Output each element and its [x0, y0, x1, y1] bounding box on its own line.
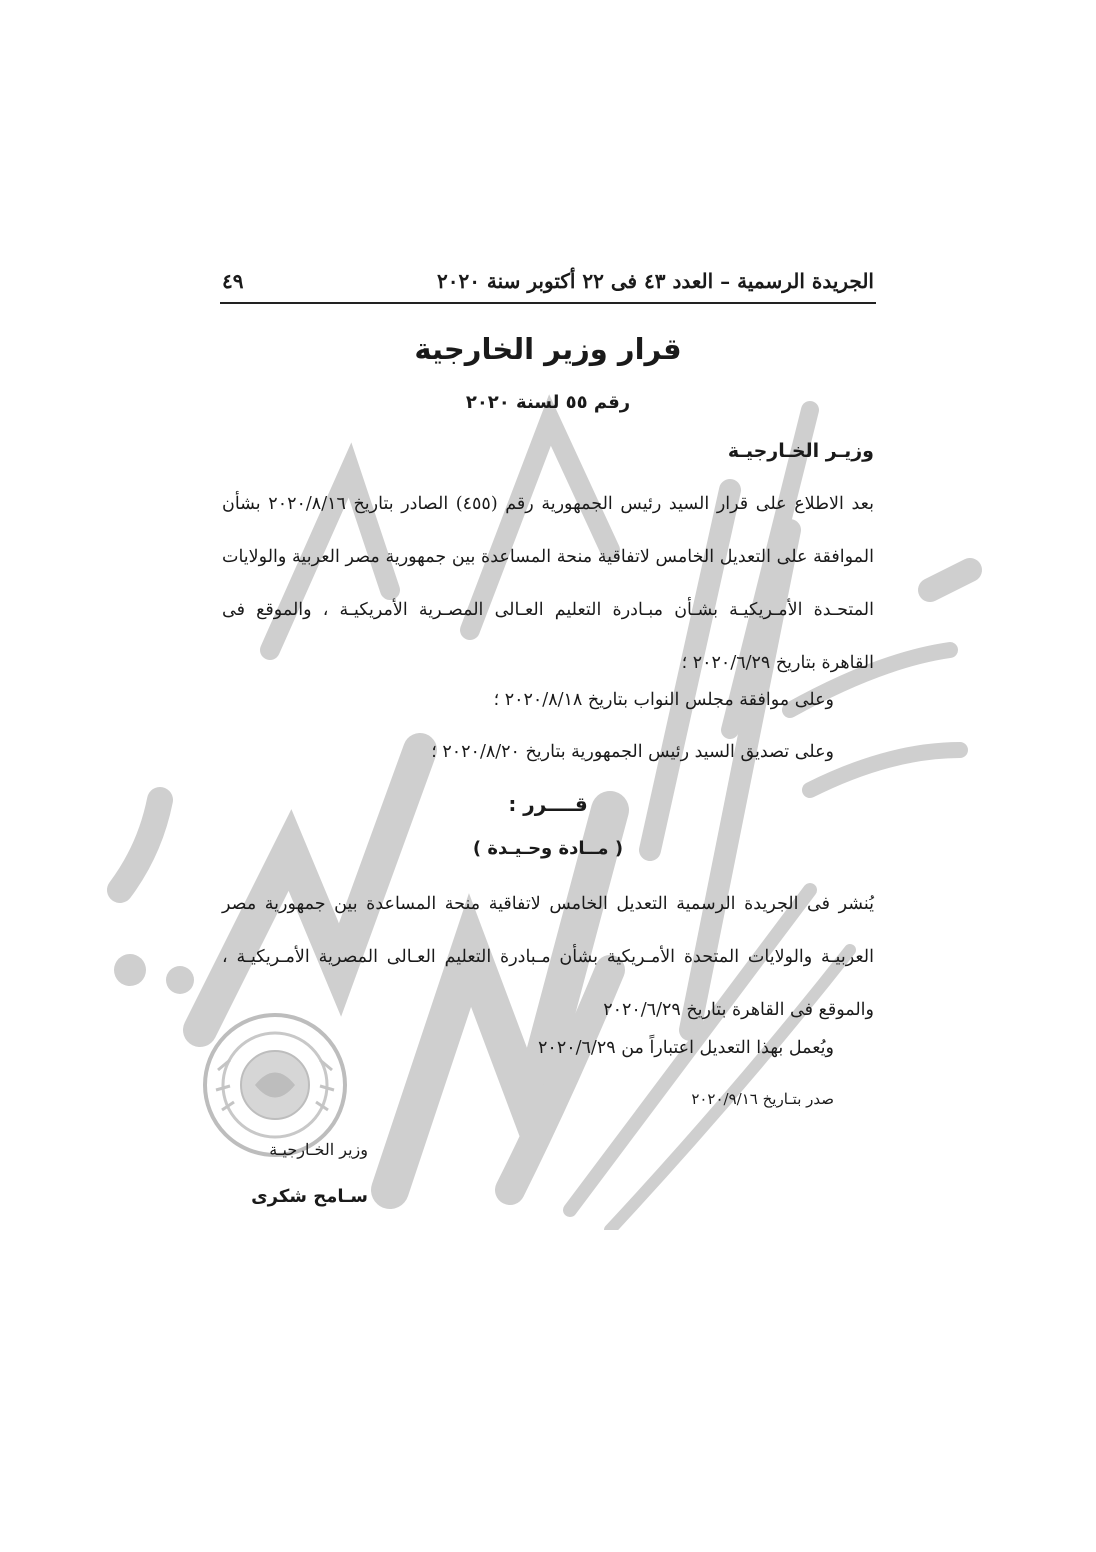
- gazette-issue-line: الجريدة الرسمية – العدد ٤٣ فى ٢٢ أكتوبر سنة ٢٠٢٠: [436, 269, 874, 293]
- decided-label: قــــرر :: [508, 792, 588, 816]
- ratification-line: وعلى تصديق السيد رئيس الجمهورية بتاريخ ٢٠٢٠/٨/٢٠ ؛: [431, 742, 834, 762]
- signatory-name: سـامح شكرى: [251, 1186, 368, 1207]
- article-paragraph: يُنشر فى الجريدة الرسمية التعديل الخامس لاتفاقية منحة المساعدة بين جمهورية مصر العربيـة والولايات المتحدة الأمـريكية بشأن مـبادرة التعليم العـالى المصرية الأمـريكيـة ، والموقع فى القاهرة بتاريخ ٢٠٢٠/٦/٢٩: [222, 894, 874, 1020]
- header-divider: [220, 302, 876, 304]
- issue-date-line: صدر بتـاريخ ٢٠٢٠/٩/١٦: [691, 1090, 834, 1108]
- decree-title: قرار وزير الخارجية: [414, 332, 682, 366]
- issuer-heading: وزيـر الخـارجيـة: [727, 440, 874, 462]
- article-label: ( مــادة وحـيـدة ): [472, 838, 624, 859]
- decree-number: رقم ٥٥ لسنة ٢٠٢٠: [465, 392, 631, 413]
- gazette-header: [222, 258, 874, 304]
- signatory-title: وزير الخـارجيـة: [269, 1140, 368, 1159]
- page-number: ٤٩: [222, 269, 244, 293]
- effective-date-line: ويُعمل بهذا التعديل اعتباراً من ٢٠٢٠/٦/٢٩: [538, 1038, 834, 1058]
- parliament-approval-line: وعلى موافقة مجلس النواب بتاريخ ٢٠٢٠/٨/١٨ ؛: [493, 690, 834, 710]
- preamble-paragraph: بعد الاطلاع على قرار السيد رئيس الجمهورية رقم (٤٥٥) الصادر بتاريخ ٢٠٢٠/٨/١٦ بشأن الموافقة على التعديل الخامس لاتفاقية منحة المساعدة بين جمهورية مصر العربية والولايات المتحـدة الأمـريكيـة بشـأن مبـادرة التعليم العـالى المصـرية الأمريكيـة ، والموقع فى القاهرة بتاريخ ٢٠٢٠/٦/٢٩ ؛: [222, 494, 875, 673]
